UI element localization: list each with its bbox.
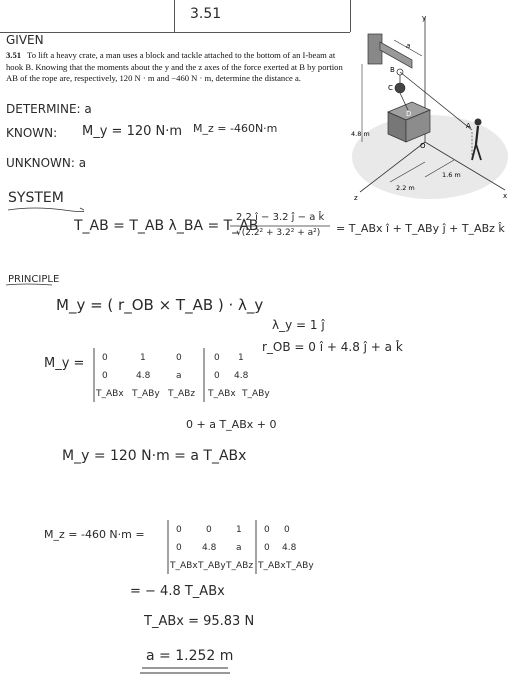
matrix-1	[92, 346, 282, 406]
known-mz: M_z = -460N·m	[193, 122, 278, 135]
label-a-point: A	[466, 122, 471, 130]
m1-r3c3: T_ABz	[168, 389, 196, 399]
m1-aug-r3c1: T_ABx	[208, 389, 236, 399]
problem-statement	[6, 50, 346, 85]
m1-r1c1: 0	[102, 353, 108, 363]
m2-r1c1: 0	[176, 525, 182, 535]
label-x: x	[503, 192, 508, 200]
label-a: a	[406, 42, 411, 50]
m2-r3c1: T_ABx	[170, 561, 198, 571]
m1-r3c1: T_ABx	[96, 389, 124, 399]
matrix-2	[166, 518, 316, 578]
my-lhs: M_y =	[44, 356, 85, 371]
my-result: M_y = 120 N·m = a T_ABx	[62, 448, 247, 464]
principle-underline	[6, 282, 54, 288]
m2-r3c2: T_ABy	[198, 561, 226, 571]
system-heading: SYSTEM	[8, 190, 64, 206]
given-heading: GIVEN	[6, 33, 44, 47]
m2-r1c3: 1	[236, 525, 242, 535]
m2-r2c1: 0	[176, 543, 182, 553]
label-2-2: 2.2 m	[396, 184, 415, 192]
known-my: M_y = 120 N·m	[82, 124, 183, 139]
system-underline	[4, 186, 84, 216]
label-z: z	[354, 194, 358, 202]
m1-aug-r3c2: T_ABy	[242, 389, 270, 399]
system-eq-denominator: √(2.2² + 3.2² + a²)	[236, 228, 321, 238]
principle-heading: PRINCIPLE	[8, 274, 60, 285]
problem-body: To lift a heavy crate, a man uses a block and tackle attached to the bottom of an I-beam at hook B. Knowing that the moments about the y and the z axes of the force exerted at B by portion AB of the rope are, respectively, 120 N · m and −460 N · m, determine the distance a.	[6, 50, 343, 84]
m1-r1c2: 1	[140, 353, 146, 363]
answer: a = 1.252 m	[146, 648, 234, 664]
crate-figure	[350, 12, 510, 202]
header-box	[0, 0, 350, 33]
m1-aug-r1c1: 0	[214, 353, 220, 363]
my-definition: M_y = ( r_OB × T_AB ) · λ_y	[56, 296, 264, 314]
label-d: D	[406, 110, 412, 118]
determine-label: DETERMINE: a	[6, 102, 92, 116]
man-head	[475, 119, 482, 126]
header-divider-left	[174, 0, 175, 32]
system-eq-right: = T_ABx î + T_ABy ĵ + T_ABz k̂	[336, 222, 505, 235]
answer-underline	[138, 664, 234, 678]
label-b: B	[390, 66, 395, 74]
tabx-result: T_ABx = 95.83 N	[144, 614, 255, 629]
lambda-y: λ_y = 1 ĵ	[272, 318, 325, 332]
label-c: C	[388, 84, 393, 92]
m2-aug-r2c1: 0	[264, 543, 270, 553]
r-ob: r_OB = 0 î + 4.8 ĵ + a k̂	[262, 340, 403, 354]
system-eq-numerator: 2.2 î − 3.2 ĵ − a k̂	[236, 212, 325, 223]
system-eq-left: T_AB = T_AB λ_BA = T_AB	[74, 218, 259, 234]
m1-r1c3: 0	[176, 353, 182, 363]
m1-r2c2: 4.8	[136, 371, 151, 381]
m1-aug-r2c1: 0	[214, 371, 220, 381]
label-y: y	[422, 14, 427, 22]
m2-r2c3: a	[236, 543, 242, 553]
label-1-6: 1.6 m	[442, 171, 461, 179]
label-height: 4.8 m	[351, 130, 370, 138]
m1-aug-r2c2: 4.8	[234, 371, 249, 381]
problem-number: 3.51	[6, 50, 22, 60]
m2-aug-r1c2: 0	[284, 525, 290, 535]
label-o: O	[420, 142, 426, 150]
m2-r3c3: T_ABz	[226, 561, 254, 571]
m2-aug-r3c2: T_ABy	[286, 561, 314, 571]
m1-aug-r1c2: 1	[238, 353, 244, 363]
header-number: 3.51	[190, 6, 222, 22]
m2-aug-r3c1: T_ABx	[258, 561, 286, 571]
pulley-c	[395, 83, 405, 93]
mz-lhs: M_z = -460 N·m =	[44, 528, 145, 541]
my-expansion: 0 + a T_ABx + 0	[186, 418, 277, 431]
m2-r1c2: 0	[206, 525, 212, 535]
m1-r3c2: T_ABy	[132, 389, 160, 399]
m2-r2c2: 4.8	[202, 543, 217, 553]
mz-expansion: = − 4.8 T_ABx	[130, 584, 225, 599]
m2-aug-r1c1: 0	[264, 525, 270, 535]
m1-r2c1: 0	[102, 371, 108, 381]
unknown-label: UNKNOWN: a	[6, 156, 87, 170]
m2-aug-r2c2: 4.8	[282, 543, 297, 553]
m1-r2c3: a	[176, 371, 182, 381]
known-label: KNOWN:	[6, 126, 58, 140]
